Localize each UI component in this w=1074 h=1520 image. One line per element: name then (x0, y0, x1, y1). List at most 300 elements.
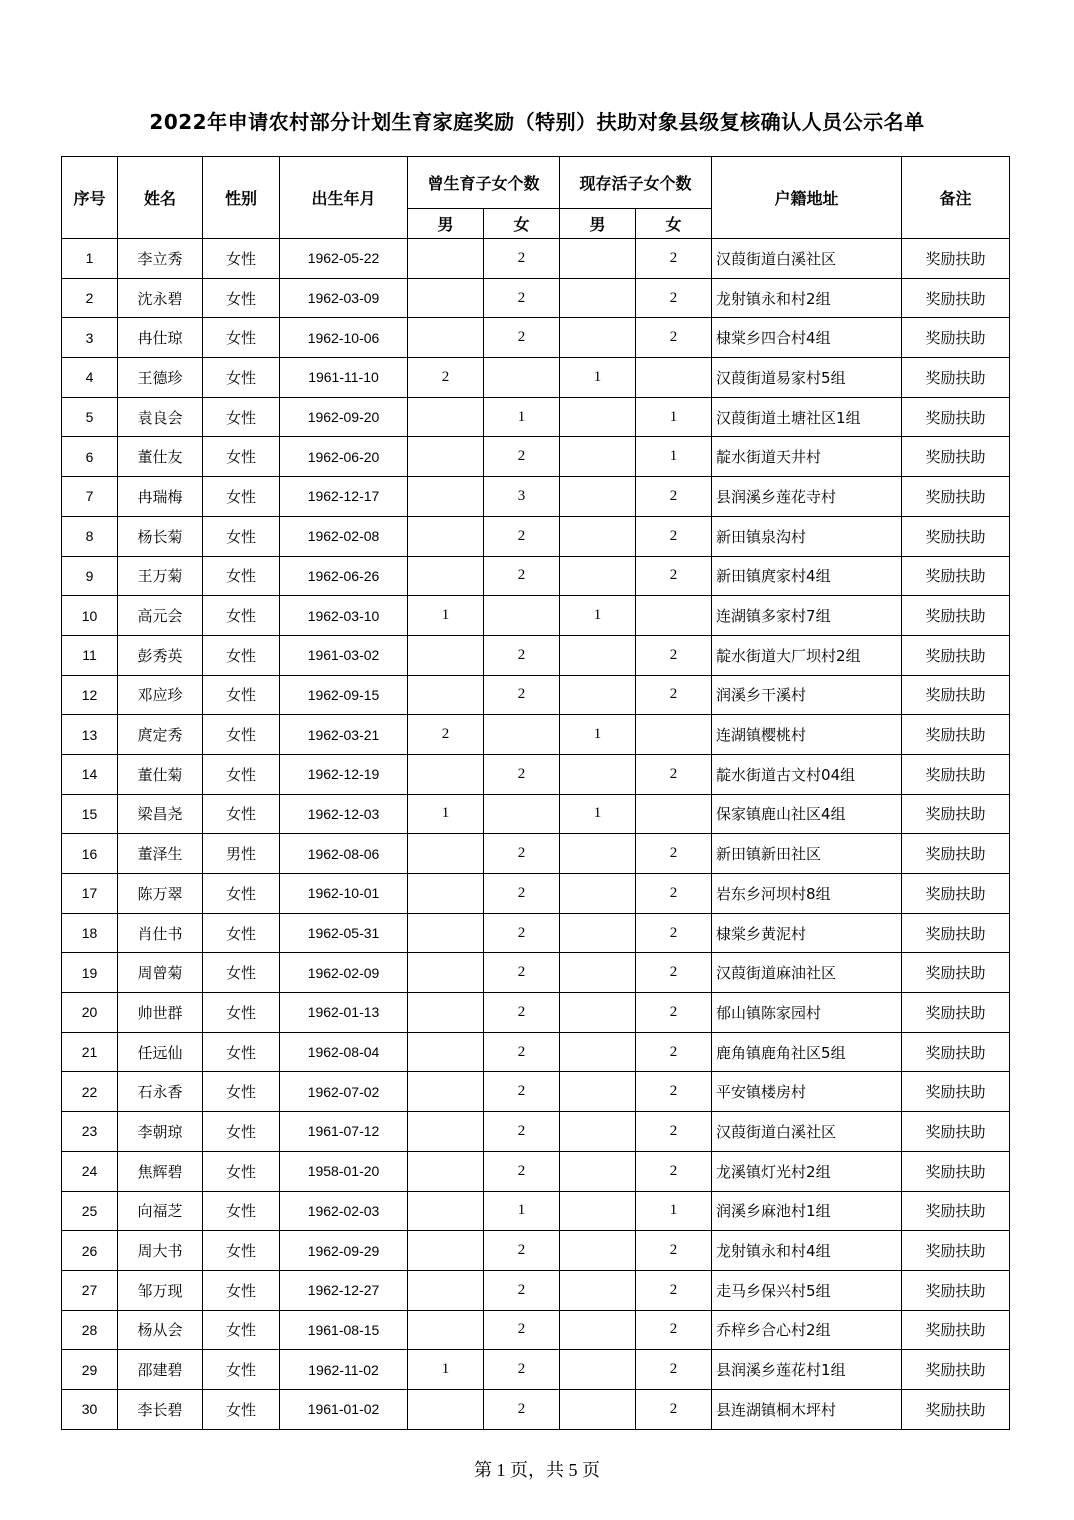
cell-seq: 29 (62, 1350, 118, 1390)
cell-seq: 3 (62, 318, 118, 358)
cell-name: 李朝琼 (118, 1112, 203, 1152)
cell-born-female: 3 (484, 477, 560, 517)
cell-seq: 2 (62, 278, 118, 318)
cell-name: 董仕菊 (118, 754, 203, 794)
cell-living-female (636, 358, 712, 398)
cell-born-male (408, 834, 484, 874)
cell-living-male: 1 (560, 794, 636, 834)
cell-born-female: 2 (484, 635, 560, 675)
table-row (62, 596, 1010, 636)
cell-living-male: 1 (560, 715, 636, 755)
cell-name: 帅世群 (118, 993, 203, 1033)
cell-name: 周曾菊 (118, 953, 203, 993)
cell-remark: 奖励扶助 (902, 1231, 1010, 1271)
table-row (62, 715, 1010, 755)
table-row (62, 953, 1010, 993)
cell-living-male (560, 675, 636, 715)
cell-seq: 9 (62, 556, 118, 596)
cell-name: 庹定秀 (118, 715, 203, 755)
cell-birth: 1962-08-06 (280, 834, 408, 874)
cell-birth: 1962-10-06 (280, 318, 408, 358)
table-row (62, 516, 1010, 556)
cell-gender: 女性 (203, 358, 280, 398)
table-row (62, 1231, 1010, 1271)
cell-living-female: 2 (636, 556, 712, 596)
cell-seq: 5 (62, 397, 118, 437)
cell-remark: 奖励扶助 (902, 239, 1010, 279)
cell-remark: 奖励扶助 (902, 516, 1010, 556)
page-footer: 第 1 页，共 5 页 (474, 1460, 600, 1480)
cell-seq: 23 (62, 1112, 118, 1152)
cell-living-male (560, 874, 636, 914)
cell-born-female: 2 (484, 1231, 560, 1271)
cell-born-female (484, 596, 560, 636)
cell-living-male (560, 477, 636, 517)
cell-born-female: 2 (484, 754, 560, 794)
cell-seq: 10 (62, 596, 118, 636)
table-row (62, 794, 1010, 834)
cell-living-female: 2 (636, 1270, 712, 1310)
header-born-male: 男 (408, 209, 484, 239)
cell-gender: 男性 (203, 834, 280, 874)
cell-gender: 女性 (203, 318, 280, 358)
cell-born-male (408, 556, 484, 596)
cell-gender: 女性 (203, 278, 280, 318)
cell-gender: 女性 (203, 596, 280, 636)
cell-living-male (560, 1032, 636, 1072)
cell-remark: 奖励扶助 (902, 1151, 1010, 1191)
table-row (62, 1072, 1010, 1112)
cell-name: 向福芝 (118, 1191, 203, 1231)
cell-gender: 女性 (203, 516, 280, 556)
cell-living-female: 2 (636, 239, 712, 279)
cell-address: 县连湖镇桐木坪村 (712, 1389, 902, 1429)
cell-birth: 1961-01-02 (280, 1389, 408, 1429)
cell-gender: 女性 (203, 874, 280, 914)
cell-born-male (408, 1112, 484, 1152)
cell-name: 杨从会 (118, 1310, 203, 1350)
cell-address: 县润溪乡莲花寺村 (712, 477, 902, 517)
cell-living-male (560, 556, 636, 596)
cell-born-male (408, 1389, 484, 1429)
cell-gender: 女性 (203, 1072, 280, 1112)
cell-birth: 1958-01-20 (280, 1151, 408, 1191)
cell-name: 彭秀英 (118, 635, 203, 675)
cell-born-female: 1 (484, 1191, 560, 1231)
cell-seq: 28 (62, 1310, 118, 1350)
table-row (62, 318, 1010, 358)
cell-seq: 7 (62, 477, 118, 517)
cell-born-male: 2 (408, 715, 484, 755)
cell-living-female (636, 596, 712, 636)
cell-seq: 26 (62, 1231, 118, 1271)
cell-living-female: 2 (636, 834, 712, 874)
cell-gender: 女性 (203, 715, 280, 755)
cell-address: 润溪乡干溪村 (712, 675, 902, 715)
cell-birth: 1962-12-19 (280, 754, 408, 794)
cell-address: 靛水街道天井村 (712, 437, 902, 477)
cell-born-male (408, 397, 484, 437)
cell-name: 李长碧 (118, 1389, 203, 1429)
cell-living-female: 2 (636, 1389, 712, 1429)
cell-address: 新田镇泉沟村 (712, 516, 902, 556)
cell-seq: 25 (62, 1191, 118, 1231)
cell-address: 平安镇楼房村 (712, 1072, 902, 1112)
cell-gender: 女性 (203, 794, 280, 834)
cell-address: 新田镇新田社区 (712, 834, 902, 874)
cell-birth: 1961-08-15 (280, 1310, 408, 1350)
cell-living-male (560, 754, 636, 794)
cell-remark: 奖励扶助 (902, 437, 1010, 477)
cell-name: 焦辉碧 (118, 1151, 203, 1191)
cell-born-female: 2 (484, 1151, 560, 1191)
cell-living-female: 2 (636, 635, 712, 675)
cell-name: 陈万翠 (118, 874, 203, 914)
cell-name: 李立秀 (118, 239, 203, 279)
cell-living-female (636, 715, 712, 755)
cell-name: 王德珍 (118, 358, 203, 398)
cell-birth: 1962-09-29 (280, 1231, 408, 1271)
cell-born-female: 2 (484, 1310, 560, 1350)
cell-living-male (560, 437, 636, 477)
cell-gender: 女性 (203, 1151, 280, 1191)
cell-born-male (408, 1310, 484, 1350)
table-row (62, 1270, 1010, 1310)
cell-remark: 奖励扶助 (902, 358, 1010, 398)
cell-birth: 1962-05-22 (280, 239, 408, 279)
cell-born-female: 2 (484, 874, 560, 914)
cell-born-female: 2 (484, 239, 560, 279)
cell-address: 汉葭街道土塘社区1组 (712, 397, 902, 437)
cell-remark: 奖励扶助 (902, 715, 1010, 755)
cell-born-female: 2 (484, 1350, 560, 1390)
cell-born-male (408, 913, 484, 953)
cell-born-male (408, 1032, 484, 1072)
cell-living-male (560, 1231, 636, 1271)
table-row (62, 1350, 1010, 1390)
cell-name: 冉仕琼 (118, 318, 203, 358)
cell-living-male (560, 993, 636, 1033)
cell-born-male: 2 (408, 358, 484, 398)
cell-gender: 女性 (203, 1270, 280, 1310)
table-row (62, 477, 1010, 517)
table-row (62, 556, 1010, 596)
cell-born-male (408, 675, 484, 715)
cell-remark: 奖励扶助 (902, 1389, 1010, 1429)
cell-living-female: 2 (636, 874, 712, 914)
cell-living-female: 2 (636, 477, 712, 517)
cell-name: 周大书 (118, 1231, 203, 1271)
cell-gender: 女性 (203, 675, 280, 715)
cell-born-female: 2 (484, 675, 560, 715)
cell-birth: 1961-03-02 (280, 635, 408, 675)
cell-living-male (560, 1072, 636, 1112)
cell-remark: 奖励扶助 (902, 278, 1010, 318)
cell-born-male (408, 874, 484, 914)
cell-name: 肖仕书 (118, 913, 203, 953)
cell-born-female (484, 715, 560, 755)
cell-born-male (408, 1231, 484, 1271)
cell-living-male (560, 1270, 636, 1310)
cell-living-male (560, 1191, 636, 1231)
cell-born-female: 1 (484, 397, 560, 437)
cell-address: 乔梓乡合心村2组 (712, 1310, 902, 1350)
cell-gender: 女性 (203, 1191, 280, 1231)
cell-living-female: 1 (636, 437, 712, 477)
cell-living-female: 2 (636, 1072, 712, 1112)
table-body (62, 239, 1010, 1430)
cell-birth: 1962-12-27 (280, 1270, 408, 1310)
cell-born-female: 2 (484, 1112, 560, 1152)
cell-living-female: 2 (636, 1231, 712, 1271)
cell-remark: 奖励扶助 (902, 953, 1010, 993)
cell-living-male (560, 953, 636, 993)
cell-address: 润溪乡麻池村1组 (712, 1191, 902, 1231)
cell-name: 高元会 (118, 596, 203, 636)
cell-remark: 奖励扶助 (902, 1270, 1010, 1310)
cell-born-female: 2 (484, 913, 560, 953)
cell-born-female: 2 (484, 1032, 560, 1072)
cell-remark: 奖励扶助 (902, 675, 1010, 715)
cell-name: 邓应珍 (118, 675, 203, 715)
cell-gender: 女性 (203, 1112, 280, 1152)
cell-living-male (560, 1310, 636, 1350)
cell-address: 连湖镇多家村7组 (712, 596, 902, 636)
table-row (62, 239, 1010, 279)
cell-remark: 奖励扶助 (902, 1350, 1010, 1390)
cell-gender: 女性 (203, 1389, 280, 1429)
cell-address: 走马乡保兴村5组 (712, 1270, 902, 1310)
cell-living-female: 2 (636, 1032, 712, 1072)
cell-born-male (408, 993, 484, 1033)
cell-living-male (560, 516, 636, 556)
cell-name: 石永香 (118, 1072, 203, 1112)
cell-seq: 19 (62, 953, 118, 993)
table-row (62, 754, 1010, 794)
cell-born-male (408, 239, 484, 279)
cell-birth: 1962-09-20 (280, 397, 408, 437)
cell-birth: 1962-10-01 (280, 874, 408, 914)
cell-living-female: 2 (636, 675, 712, 715)
cell-name: 冉瑞梅 (118, 477, 203, 517)
cell-seq: 20 (62, 993, 118, 1033)
cell-born-female: 2 (484, 278, 560, 318)
cell-born-female (484, 358, 560, 398)
cell-name: 邵建碧 (118, 1350, 203, 1390)
cell-remark: 奖励扶助 (902, 794, 1010, 834)
cell-seq: 1 (62, 239, 118, 279)
cell-remark: 奖励扶助 (902, 318, 1010, 358)
header-gender: 性别 (203, 157, 280, 239)
cell-remark: 奖励扶助 (902, 556, 1010, 596)
cell-birth: 1962-12-03 (280, 794, 408, 834)
cell-birth: 1962-06-26 (280, 556, 408, 596)
cell-address: 县润溪乡莲花村1组 (712, 1350, 902, 1390)
cell-name: 董仕友 (118, 437, 203, 477)
cell-remark: 奖励扶助 (902, 1072, 1010, 1112)
cell-born-female: 2 (484, 834, 560, 874)
cell-living-female: 2 (636, 1151, 712, 1191)
cell-born-female: 2 (484, 953, 560, 993)
cell-born-female: 2 (484, 556, 560, 596)
cell-birth: 1962-03-09 (280, 278, 408, 318)
cell-birth: 1961-11-10 (280, 358, 408, 398)
cell-address: 鹿角镇鹿角社区5组 (712, 1032, 902, 1072)
cell-address: 龙射镇永和村4组 (712, 1231, 902, 1271)
roster-table (61, 156, 1010, 1430)
cell-address: 连湖镇樱桃村 (712, 715, 902, 755)
cell-born-male (408, 754, 484, 794)
cell-address: 汉葭街道白溪社区 (712, 1112, 902, 1152)
cell-seq: 27 (62, 1270, 118, 1310)
cell-remark: 奖励扶助 (902, 1191, 1010, 1231)
cell-seq: 12 (62, 675, 118, 715)
cell-address: 保家镇鹿山社区4组 (712, 794, 902, 834)
cell-seq: 15 (62, 794, 118, 834)
cell-born-male: 1 (408, 1350, 484, 1390)
cell-birth: 1962-08-04 (280, 1032, 408, 1072)
cell-living-male (560, 834, 636, 874)
cell-born-male (408, 635, 484, 675)
cell-gender: 女性 (203, 397, 280, 437)
cell-living-male (560, 239, 636, 279)
cell-born-male: 1 (408, 596, 484, 636)
cell-birth: 1962-02-08 (280, 516, 408, 556)
header-born-children: 曾生育子女个数 (408, 157, 560, 209)
cell-living-male (560, 635, 636, 675)
cell-seq: 6 (62, 437, 118, 477)
cell-living-female: 2 (636, 953, 712, 993)
cell-name: 沈永碧 (118, 278, 203, 318)
cell-gender: 女性 (203, 437, 280, 477)
cell-birth: 1962-02-09 (280, 953, 408, 993)
cell-seq: 18 (62, 913, 118, 953)
table-row (62, 1151, 1010, 1191)
cell-birth: 1962-06-20 (280, 437, 408, 477)
cell-gender: 女性 (203, 1310, 280, 1350)
cell-living-female: 2 (636, 913, 712, 953)
cell-seq: 8 (62, 516, 118, 556)
cell-living-male (560, 1389, 636, 1429)
cell-living-female: 2 (636, 278, 712, 318)
cell-address: 郁山镇陈家园村 (712, 993, 902, 1033)
cell-gender: 女性 (203, 1231, 280, 1271)
cell-living-female: 2 (636, 1112, 712, 1152)
cell-born-male (408, 1151, 484, 1191)
cell-living-male (560, 397, 636, 437)
cell-living-male (560, 1350, 636, 1390)
cell-gender: 女性 (203, 477, 280, 517)
cell-living-female: 2 (636, 993, 712, 1033)
table-row (62, 635, 1010, 675)
cell-address: 汉葭街道麻油社区 (712, 953, 902, 993)
cell-remark: 奖励扶助 (902, 913, 1010, 953)
cell-name: 王万菊 (118, 556, 203, 596)
cell-birth: 1962-01-13 (280, 993, 408, 1033)
cell-born-male (408, 477, 484, 517)
cell-gender: 女性 (203, 556, 280, 596)
cell-living-male: 1 (560, 596, 636, 636)
cell-seq: 22 (62, 1072, 118, 1112)
table-row (62, 1191, 1010, 1231)
cell-birth: 1962-03-21 (280, 715, 408, 755)
table-header (62, 157, 1010, 239)
header-living-children: 现存活子女个数 (560, 157, 712, 209)
cell-address: 靛水街道大厂坝村2组 (712, 635, 902, 675)
header-living-male: 男 (560, 209, 636, 239)
cell-name: 邹万现 (118, 1270, 203, 1310)
cell-gender: 女性 (203, 993, 280, 1033)
cell-living-male: 1 (560, 358, 636, 398)
header-born-female: 女 (484, 209, 560, 239)
cell-remark: 奖励扶助 (902, 1310, 1010, 1350)
table-row (62, 397, 1010, 437)
cell-name: 任远仙 (118, 1032, 203, 1072)
cell-living-female (636, 794, 712, 834)
cell-living-male (560, 913, 636, 953)
table-row (62, 675, 1010, 715)
cell-birth: 1962-09-15 (280, 675, 408, 715)
cell-living-male (560, 1151, 636, 1191)
cell-remark: 奖励扶助 (902, 596, 1010, 636)
table-row (62, 1310, 1010, 1350)
table-row (62, 993, 1010, 1033)
cell-seq: 14 (62, 754, 118, 794)
cell-remark: 奖励扶助 (902, 1032, 1010, 1072)
cell-seq: 16 (62, 834, 118, 874)
cell-born-male (408, 278, 484, 318)
cell-born-male (408, 1270, 484, 1310)
cell-gender: 女性 (203, 754, 280, 794)
cell-living-male (560, 318, 636, 358)
cell-gender: 女性 (203, 953, 280, 993)
cell-living-female: 2 (636, 754, 712, 794)
cell-born-male (408, 318, 484, 358)
cell-remark: 奖励扶助 (902, 1112, 1010, 1152)
cell-born-female (484, 794, 560, 834)
header-address: 户籍地址 (712, 157, 902, 239)
table-row (62, 278, 1010, 318)
cell-address: 龙溪镇灯光村2组 (712, 1151, 902, 1191)
cell-remark: 奖励扶助 (902, 874, 1010, 914)
document-title: 2022年申请农村部分计划生育家庭奖励（特别）扶助对象县级复核确认人员公示名单 (149, 110, 925, 134)
cell-remark: 奖励扶助 (902, 635, 1010, 675)
cell-born-female: 2 (484, 437, 560, 477)
cell-born-male (408, 1072, 484, 1112)
cell-address: 岩东乡河坝村8组 (712, 874, 902, 914)
cell-birth: 1962-07-02 (280, 1072, 408, 1112)
cell-living-female: 2 (636, 1350, 712, 1390)
cell-address: 汉葭街道易家村5组 (712, 358, 902, 398)
cell-born-female: 2 (484, 318, 560, 358)
cell-birth: 1962-05-31 (280, 913, 408, 953)
cell-living-female: 2 (636, 318, 712, 358)
cell-living-male (560, 278, 636, 318)
cell-birth: 1962-03-10 (280, 596, 408, 636)
cell-gender: 女性 (203, 913, 280, 953)
cell-gender: 女性 (203, 1032, 280, 1072)
cell-living-female: 1 (636, 397, 712, 437)
cell-birth: 1962-12-17 (280, 477, 408, 517)
cell-birth: 1962-02-03 (280, 1191, 408, 1231)
table-row (62, 358, 1010, 398)
table-row (62, 834, 1010, 874)
cell-address: 龙射镇永和村2组 (712, 278, 902, 318)
cell-born-male (408, 437, 484, 477)
cell-born-male (408, 1191, 484, 1231)
cell-seq: 17 (62, 874, 118, 914)
table-row (62, 1112, 1010, 1152)
